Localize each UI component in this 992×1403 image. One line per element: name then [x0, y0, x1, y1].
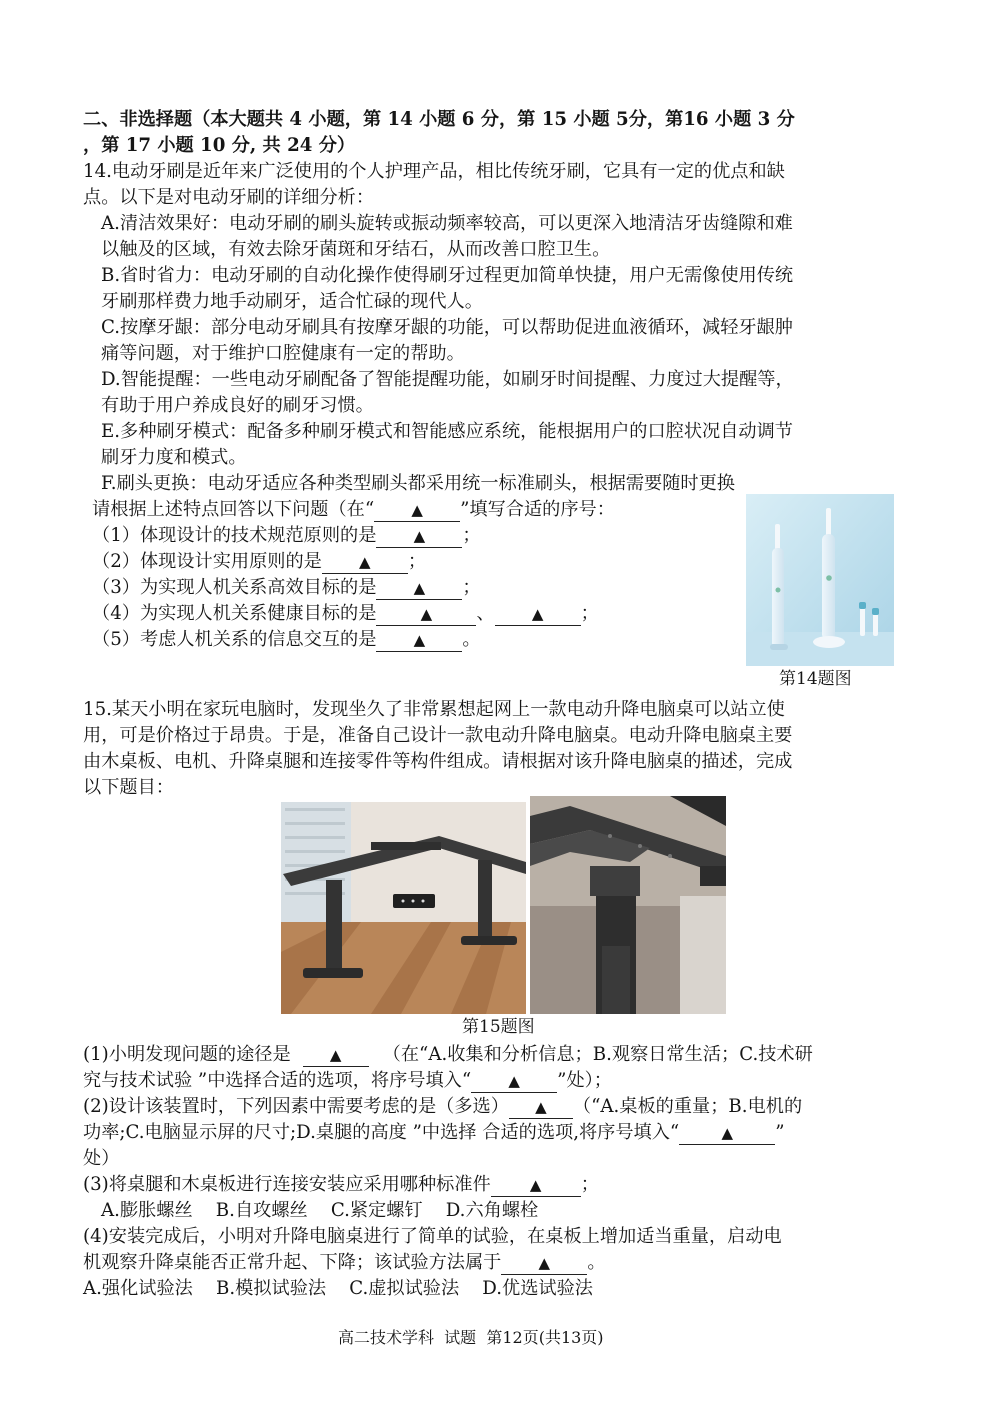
toothbrush-illustration	[746, 494, 894, 666]
q14-intro: 14.电动牙刷是近年来广泛使用的个人护理产品，相比传统牙刷，它具有一定的优点和缺	[83, 161, 785, 182]
q14-prompt: 请根据上述特点回答以下问题（在“ ▲ ”填写合适的序号：	[92, 499, 615, 520]
q15-part4: (4)安装完成后，小明对升降电脑桌进行了简单的试验，在桌板上增加适当重量，启动电	[83, 1226, 782, 1247]
figure-14-caption: 第14题图	[779, 669, 852, 689]
q15-part2-cont: 功率;C.电脑显示屏的尺寸;D.桌腿的高度 ”中选择 合适的选项,将序号填入“ ▲ ”	[83, 1122, 785, 1143]
answer-blank-q14-1[interactable]: ▲	[376, 525, 462, 548]
answer-blank-q14-3[interactable]: ▲	[376, 577, 462, 600]
answer-blank-q14-4a[interactable]: ▲	[376, 603, 476, 626]
q14-item-a-cont: 以触及的区域，有效去除牙菌斑和牙结石，从而改善口腔卫生。	[101, 239, 611, 260]
q15-part2-cont2: 处）	[83, 1148, 120, 1169]
q14-intro-cont: 点。以下是对电动牙刷的详细分析：	[83, 187, 375, 208]
answer-blank-q15-2[interactable]: ▲	[509, 1096, 573, 1119]
answer-blank-q15-1[interactable]: ▲	[303, 1044, 369, 1067]
q14-item-d: D.智能提醒：一些电动牙刷配备了智能提醒功能，如刷牙时间提醒、力度过大提醒等，	[101, 369, 794, 390]
q14-item-a: A.清洁效果好：电动牙刷的刷头旋转或振动频率较高，可以更深入地清洁牙齿缝隙和难	[101, 213, 793, 234]
figure-15-caption: 第15题图	[462, 1017, 535, 1037]
q15-part4-cont: 机观察升降桌能否正常升起、下降；该试验方法属于 ▲ 。	[83, 1252, 606, 1273]
desk-frame-photo	[281, 802, 526, 1014]
answer-blank-example: ▲	[374, 499, 460, 522]
q15-part1: (1)小明发现问题的途径是 ▲ （在“A.收集和分析信息；B.观察日常生活；C.技术研	[83, 1044, 813, 1065]
page-footer: 高二技术学科 试题 第12页(共13页)	[338, 1328, 604, 1347]
q15-intro: 15.某天小明在家玩电脑时，发现坐久了非常累想起网上一款电动升降电脑桌可以站立使	[83, 699, 785, 720]
answer-blank-q14-5[interactable]: ▲	[376, 629, 462, 652]
q15-intro-cont1: 用，可是价格过于昂贵。于是，准备自己设计一款电动升降电脑桌。电动升降电脑桌主要	[83, 725, 793, 746]
q15-part2: (2)设计该装置时，下列因素中需要考虑的是（多选） ▲ （“A.桌板的重量；B.电机的	[83, 1096, 803, 1117]
answer-blank-q15-3[interactable]: ▲	[491, 1174, 581, 1197]
q14-sub2: （2）体现设计实用原则的是 ▲ ；	[92, 551, 427, 572]
answer-blank-q15-2-example: ▲	[679, 1122, 775, 1145]
q14-item-e: E.多种刷牙模式：配备多种刷牙模式和智能感应系统，能根据用户的口腔状况自动调节	[101, 421, 793, 442]
q15-intro-cont2: 由木桌板、电机、升降桌腿和连接零件等构件组成。请根据对该升降电脑桌的描述，完成	[83, 751, 793, 772]
q14-item-e-cont: 刷牙力度和模式。	[101, 447, 247, 468]
answer-blank-q15-4[interactable]: ▲	[501, 1252, 587, 1275]
q15-intro-cont3: 以下题目：	[83, 777, 174, 798]
q14-sub4: （4）为实现人机关系健康目标的是 ▲ 、 ▲ ；	[92, 603, 599, 624]
toothbrush-photo	[746, 494, 894, 666]
q15-part4-options: A.强化试验法 B.模拟试验法 C.虚拟试验法 D.优选试验法	[83, 1278, 593, 1299]
q14-item-d-cont: 有助于用户养成良好的刷牙习惯。	[101, 395, 374, 416]
section-heading: 二、非选择题（本大题共 4 小题，第 14 小题 6 分，第 15 小题 5分，第16 小题 3 分	[83, 109, 795, 130]
desk-leg-closeup-photo	[530, 796, 726, 1014]
q14-sub3: （3）为实现人机关系高效目标的是 ▲ ；	[92, 577, 481, 598]
lift-desk-leg-illustration	[530, 796, 726, 1014]
q14-item-c: C.按摩牙龈：部分电动牙刷具有按摩牙龈的功能，可以帮助促进血液循环，减轻牙龈肿	[101, 317, 793, 338]
q14-item-b: B.省时省力：电动牙刷的自动化操作使得刷牙过程更加简单快捷，用户无需像使用传统	[101, 265, 794, 286]
q15-part3-options: A.膨胀螺丝 B.自攻螺丝 C.紧定螺钉 D.六角螺栓	[101, 1200, 539, 1221]
q14-item-c-cont: 痛等问题，对于维护口腔健康有一定的帮助。	[101, 343, 465, 364]
q14-item-b-cont: 牙刷那样费力地手动刷牙，适合忙碌的现代人。	[101, 291, 483, 312]
lift-desk-frame-illustration	[281, 802, 526, 1014]
q14-sub5: （5）考虑人机关系的信息交互的是 ▲ 。	[92, 629, 481, 650]
q14-item-f: F.刷头更换：电动牙适应各种类型刷头都采用统一标准刷头，根据需要随时更换	[101, 473, 735, 494]
q15-part3: (3)将桌腿和木桌板进行连接安装应采用哪种标准件 ▲ ；	[83, 1174, 599, 1195]
q15-part1-cont: 究与技术试验 ”中选择合适的选项，将序号填入“ ▲ ”处）；	[83, 1070, 612, 1091]
section-heading-cont: ，第 17 小题 10 分, 共 24 分）	[83, 135, 356, 156]
answer-blank-q14-2[interactable]: ▲	[322, 551, 408, 574]
answer-blank-q15-1-example: ▲	[471, 1070, 557, 1093]
answer-blank-q14-4b[interactable]: ▲	[495, 603, 581, 626]
q14-sub1: （1）体现设计的技术规范原则的是 ▲ ；	[92, 525, 481, 546]
